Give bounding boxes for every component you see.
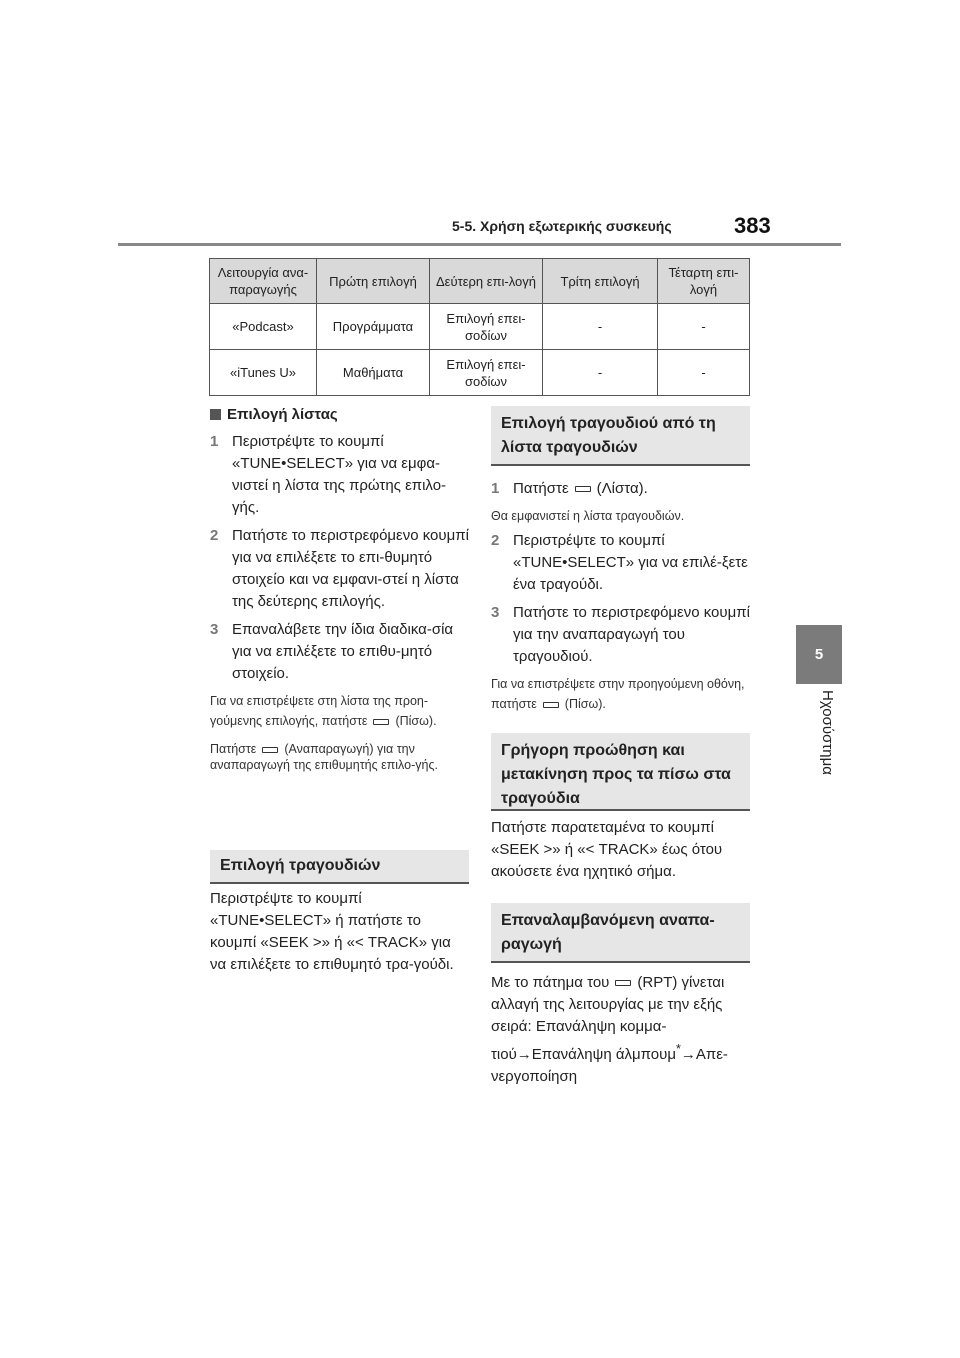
body-text: Με το πάτημα του [491,974,610,991]
square-bullet-icon [210,409,221,420]
note-text: Πατήστε [210,742,257,756]
section-heading: Γρήγορη προώθηση και μετακίνηση προς τα πίσω στα τραγούδια [491,733,750,811]
step-number: 1 [491,480,500,497]
section-body: Πατήστε παρατεταμένα το κουμπί «SEEK >» ή «< TRACK» έως ότου ακούσετε ένα ηχητικό σήμα. [491,819,723,880]
section-body: Περιστρέψτε το κουμπί «TUNE•SELECT» ή πατήστε το κουμπί «SEEK >» ή «< TRACK» για να επιλέξετε το επιθυμητό τρα-γούδι. [210,890,454,973]
table-cell: - [658,350,750,396]
table-cell: «Podcast» [210,304,317,350]
table-header: Πρώτη επιλογή [317,259,430,304]
table-cell: - [543,350,658,396]
button-icon [543,702,559,708]
table-header: Τέταρτη επι-λογή [658,259,750,304]
list-step [491,530,753,596]
step-number: 3 [210,621,219,638]
table-header-row [210,259,750,304]
right-steps [491,478,753,714]
footnote-star: * [675,1042,681,1056]
table-cell: Μαθήματα [317,350,430,396]
note-back [491,674,753,714]
table-header: Λειτουργία ανα-παραγωγής [210,259,317,304]
list-step [210,619,470,685]
note-text: (Πίσω). [395,714,437,728]
list-step [491,478,753,500]
note-text: (Αναπαραγωγή) για την αναπαραγωγή της επιθυμητής επιλο-γής. [210,742,438,772]
section-heading: Επαναλαμβανόμενη αναπα-ραγωγή [491,903,750,963]
button-icon [615,980,631,986]
table-cell: «iTunes U» [210,350,317,396]
step-text: Πατήστε το περιστρεφόμενο κουμπί για να επιλέξετε το επι-θυμητό στοιχείο και να εμφανι-στεί η λίστα της δεύτερης επιλογής. [232,527,469,610]
button-icon [373,719,389,725]
note-play [210,741,470,773]
chapter-side-label: Ηχοσύστημα [819,690,836,775]
note-text: Για να επιστρέψετε στη λίστα της προη-γούμενης επιλογής, πατήστε [210,694,429,728]
chapter-title: 5-5. Χρήση εξωτερικής συσκευής [452,218,672,234]
step-text: Πατήστε (Λίστα). [513,480,648,497]
table-cell: - [658,304,750,350]
table-header: Δεύτερη επι-λογή [430,259,543,304]
table-cell: Επιλογή επει-σοδίων [430,304,543,350]
step-number: 2 [491,532,500,549]
button-icon [262,747,278,753]
note-text: (Πίσω). [564,697,606,711]
step-number: 2 [210,527,219,544]
button-icon [575,486,591,492]
header-rule [118,243,841,246]
table-cell: Επιλογή επει-σοδίων [430,350,543,396]
table-cell: - [543,304,658,350]
table-row [210,350,750,396]
step-text: Πατήστε το περιστρεφόμενο κουμπί για την αναπαραγωγή του τραγουδιού. [513,604,750,665]
list-step [210,431,470,519]
function-table [209,258,750,396]
step-number: 1 [210,433,219,450]
body-text: →Απε-νεργοποίηση [491,1046,728,1085]
table-row [210,304,750,350]
note-list: Θα εμφανιστεί η λίστα τραγουδιών. [491,509,685,523]
chapter-tab: 5 [796,625,842,684]
list-heading [210,406,470,423]
note-text: Για να επιστρέψετε στην προηγούμενη οθόνη, πατήστε [491,677,745,711]
step-text: Επαναλάβετε την ίδια διαδικα-σία για να επιλέξετε το επιθυ-μητό στοιχείο. [232,621,454,682]
step-text: Περιστρέψτε το κουμπί «TUNE•SELECT» για να επιλέ-ξετε ένα τραγούδι. [513,532,748,593]
table-cell: Προγράμματα [317,304,430,350]
section-heading: Επιλογή τραγουδιού από τη λίστα τραγουδιών [491,406,750,466]
page-number: 383 [734,213,771,238]
list-step [491,602,753,668]
note-back [210,691,470,731]
body-text: (RPT) γίνεται αλλαγή της λειτουργίας με την εξής σειρά: Επανάληψη κομμα-τιού→Επανάληψη άλμπουμ [491,974,725,1063]
table-header: Τρίτη επιλογή [543,259,658,304]
section-body [491,972,753,1088]
section-heading: Επιλογή τραγουδιών [210,850,469,884]
left-column [210,406,470,773]
step-text: Περιστρέψτε το κουμπί «TUNE•SELECT» για να εμφα-νιστεί η λίστα της πρώτης επιλο-γής. [232,433,447,516]
list-heading-text: Επιλογή λίστας [227,406,338,423]
step-number: 3 [491,604,500,621]
list-step [210,525,470,613]
